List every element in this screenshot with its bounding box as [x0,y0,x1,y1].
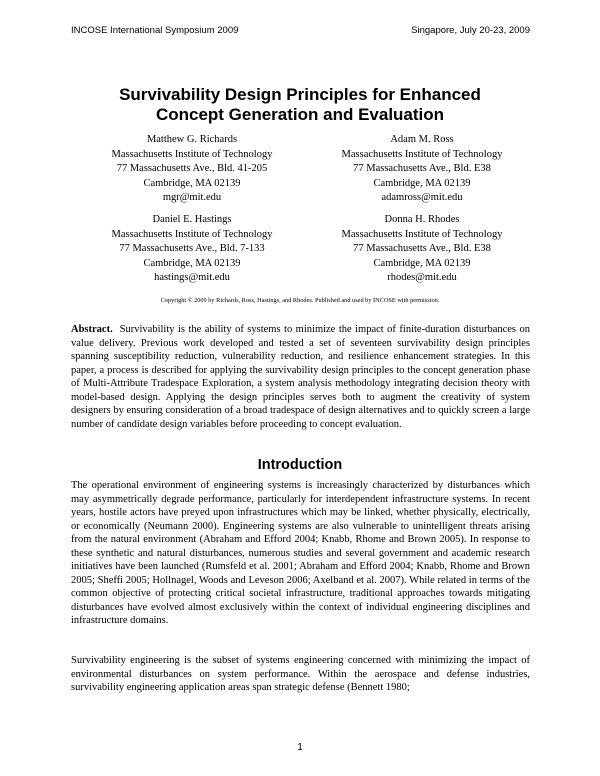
author-block-hastings [77,213,307,286]
paper-title [0,85,600,125]
abstract-text: Survivability is the ability of systems to minimize the impact of finite-duration disturbances on value delivery. Previous work developed and tested a set of seventeen survivability design principles spanning susceptibility reduction, vulnerability reduction, and resilience enhancement strategies. In this paper, a process is described for applying the survivability design principles to the concept generation phase of Multi-Attribute Tradespace Exploration, a system analysis methodology integrating decision theory with model-based design. Applying the design principles serves both to augment the creativity of system designers by ensuring consideration of a broad tradespace of design alternatives and to quickly screen a large number of candidate design variables before proceeding to concept evaluation. [71,324,530,430]
running-header-left: INCOSE International Symposium 2009 [71,25,239,36]
author-address: 77 Massachusetts Ave., Bld. 7-133 [119,243,265,254]
author-block-richards [77,133,307,206]
abstract-paragraph [71,323,530,431]
title-line-1: Survivability Design Principles for Enhanced [119,85,481,104]
author-city: Cambridge, MA 02139 [143,257,241,269]
section-heading-introduction: Introduction [257,457,343,473]
author-name: Daniel E. Hastings [152,214,232,225]
author-address: 77 Massachusetts Ave., Bld. E38 [353,243,491,254]
title-line-2: Concept Generation and Evaluation [155,105,445,124]
intro-paragraph-2: Survivability engineering is the subset of systems engineering concerned with minimizing the impact of environmental disturbances on system performance. Within the aerospace and defense industries, survivability engineering application areas span strategic defense (Bennett 1980; [71,655,530,693]
author-affiliation: Massachusetts Institute of Technology [341,228,503,240]
author-email: mgr@mit.edu [162,192,222,203]
author-name: Matthew G. Richards [146,134,238,145]
running-header-right: Singapore, July 20-23, 2009 [411,25,530,36]
author-email: hastings@mit.edu [154,272,230,283]
author-affiliation: Massachusetts Institute of Technology [341,148,503,160]
author-email: rhodes@mit.edu [387,272,457,283]
author-affiliation: Massachusetts Institute of Technology [111,148,273,160]
author-city: Cambridge, MA 02139 [373,177,471,189]
author-address: 77 Massachusetts Ave., Bld. E38 [353,163,491,174]
author-city: Cambridge, MA 02139 [143,177,241,189]
author-block-rhodes [307,213,537,286]
author-name: Adam M. Ross [390,134,454,145]
author-city: Cambridge, MA 02139 [373,257,471,269]
copyright-notice: Copyright © 2009 by Richards, Ross, Hastings, and Rhodes. Published and used by INCOSE with permission. [160,297,440,304]
page-number: 1 [297,742,303,753]
author-address: 77 Massachusetts Ave., Bld. 41-205 [116,163,268,174]
author-name: Donna H. Rhodes [384,214,460,225]
intro-paragraph-1: The operational environment of engineering systems is increasingly characterized by disturbances which may asymmetrically degrade performance, particularly for interdependent infrastructure systems. In recent years, hostile actors have preyed upon infrastructures which may be linked, whether physically, electrically, or economically (Neumann 2000). Engineering systems are also vulnerable to unintelligent threats arising from the natural environment (Abraham and Efford 2004; Knabb, Rhome and Brown 2005). In response to these synthetic and natural disturbances, numerous studies and several government and academic research initiatives have been launched (Rumsfeld et al. 2001; Abraham and Efford 2004; Knabb, Rhome and Brown 2005; Sheffi 2005; Hollnagel, Woods and Leveson 2006; Axelband et al. 2007). While related in terms of the common objective of protecting critical societal infrastructure, traditional approaches towards mitigating disturbances have evolved almost exclusively within the context of individual engineering disciplines and infrastructure domains. [71,480,530,626]
author-email: adamross@mit.edu [381,192,463,203]
author-block-ross [307,133,537,206]
abstract-label: Abstract. [71,324,113,335]
author-affiliation: Massachusetts Institute of Technology [111,228,273,240]
